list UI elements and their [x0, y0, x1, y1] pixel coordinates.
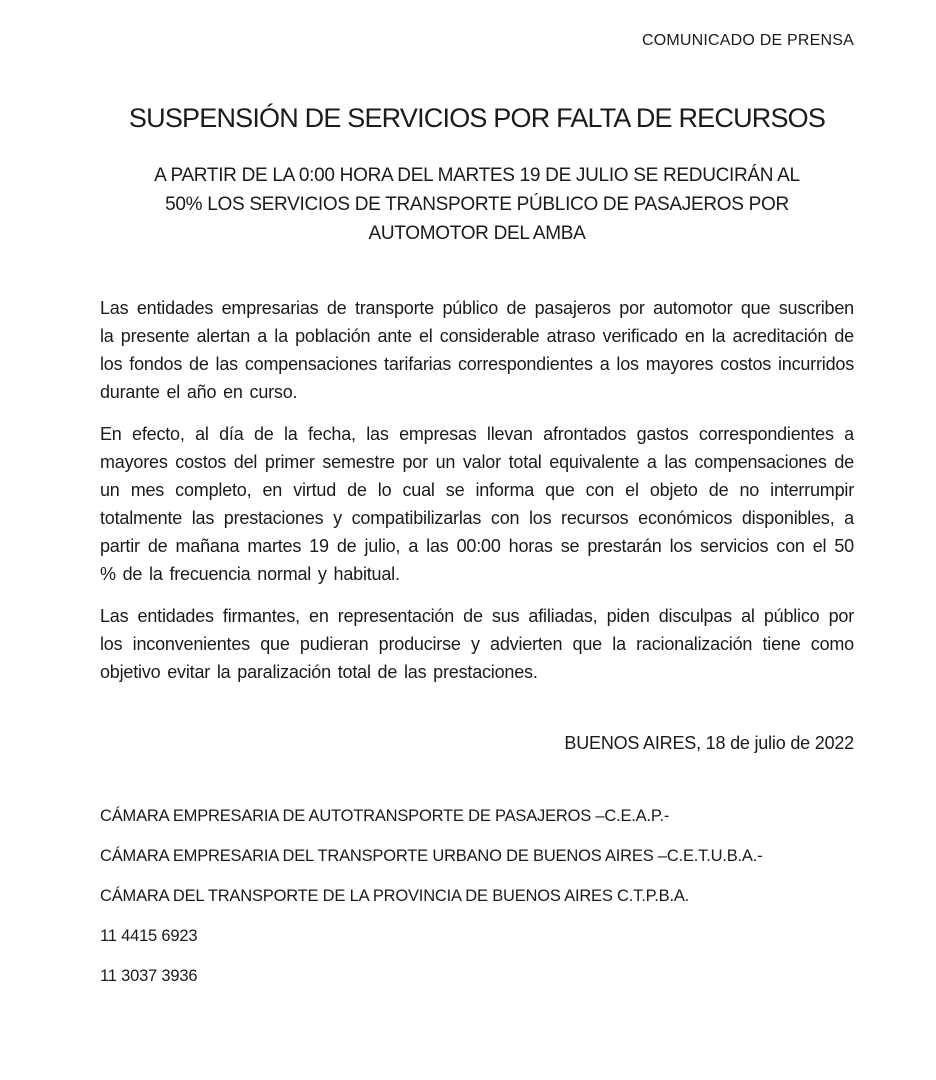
subtitle-line-3: AUTOMOTOR DEL AMBA — [368, 223, 586, 244]
contact-phone-2: 11 3037 3936 — [100, 967, 198, 985]
contact-phone-1: 11 4415 6923 — [100, 927, 198, 945]
subtitle-line-1: A PARTIR DE LA 0:00 HORA DEL MARTES 19 DE JULIO SE REDUCIRÁN AL — [154, 165, 800, 186]
signatory-ceap: CÁMARA EMPRESARIA DE AUTOTRANSPORTE DE PASAJEROS –C.E.A.P.- — [100, 807, 670, 825]
body-paragraph-3: Las entidades firmantes, en representación de sus afiliadas, piden disculpas al público por los inconvenientes que pudieran producirse y advierten que la racionalización tiene como objetivo evitar la paralización total de las prestaciones. — [100, 606, 854, 682]
body-paragraph-2: En efecto, al día de la fecha, las empresas llevan afrontados gastos correspondientes a mayores costos del primer semestre por un valor total equivalente a las compensaciones de un mes completo, en virtud de lo cual se informa que con el objeto de no interrumpir totalmente las prestaciones y compatibilizarlas con los recursos económicos disponibles, a partir de mañana martes 19 de julio, a las 00:00 horas se prestarán los servicios con el 50 % de la frecuencia normal y habitual. — [100, 424, 854, 584]
document-body — [100, 294, 854, 686]
subtitle-line-2: 50% LOS SERVICIOS DE TRANSPORTE PÚBLICO DE PASAJEROS POR — [165, 194, 789, 215]
document-title: SUSPENSIÓN DE SERVICIOS POR FALTA DE RECURSOS — [128, 103, 826, 133]
signatory-cetuba: CÁMARA EMPRESARIA DEL TRANSPORTE URBANO DE BUENOS AIRES –C.E.T.U.B.A.- — [100, 847, 763, 865]
dateline: BUENOS AIRES, 18 de julio de 2022 — [564, 733, 854, 753]
signatory-ctpba: CÁMARA DEL TRANSPORTE DE LA PROVINCIA DE BUENOS AIRES C.T.P.B.A. — [100, 887, 690, 905]
body-paragraph-1: Las entidades empresarias de transporte público de pasajeros por automotor que suscriben la presente alertan a la población ante el considerable atraso verificado en la acreditación de los fondos de las compensaciones tarifarias correspondientes a los mayores costos incurridos durante el año en curso. — [100, 298, 854, 402]
signatures-block — [100, 806, 854, 986]
press-release-header-label: COMUNICADO DE PRENSA — [641, 32, 854, 49]
document-subtitle — [100, 161, 854, 248]
